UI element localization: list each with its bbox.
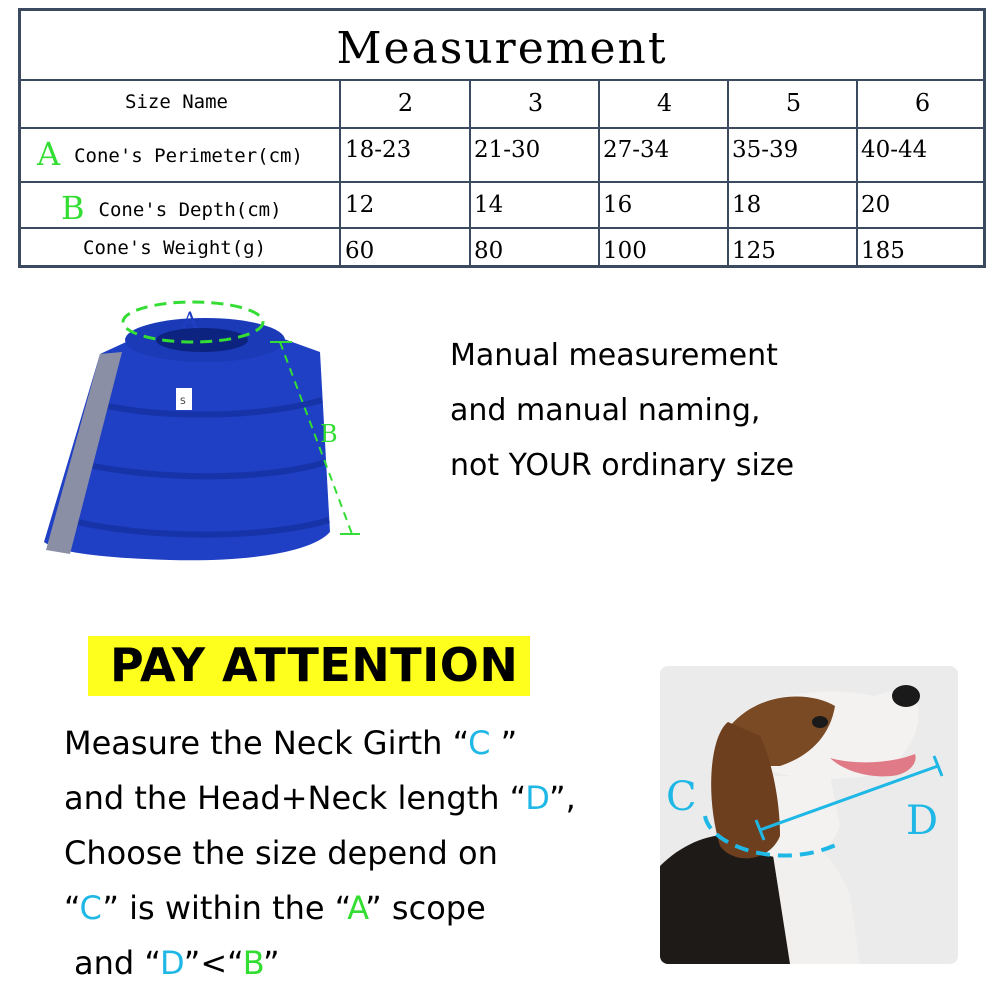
marker-label-a: A [182, 309, 198, 334]
table-cell: 125 [732, 238, 776, 264]
dog-measurement-photo [660, 666, 958, 964]
instruction-line-4 [64, 889, 486, 927]
size-header-4: 4 [656, 89, 673, 117]
table-rule [21, 181, 983, 183]
dog-label-c: C [666, 774, 697, 820]
table-title: Measurement [21, 11, 983, 81]
dog-illustration [660, 666, 958, 964]
instruction-line-2 [64, 779, 576, 817]
size-header-2: 2 [397, 89, 414, 117]
instruction-text: ”<“ [183, 944, 243, 982]
row-label-text: Cone's Depth(cm) [98, 199, 282, 221]
instruction-line-3: Choose the size depend on [64, 834, 498, 872]
size-header-3: 3 [527, 89, 544, 117]
header-label: Size Name [125, 91, 228, 113]
size-header-6: 6 [914, 89, 931, 117]
table-rule [21, 127, 983, 129]
table-cell: 100 [603, 238, 647, 264]
size-header-5: 5 [785, 89, 802, 117]
note-line: not YOUR ordinary size [450, 448, 795, 483]
table-cell: 35-39 [732, 137, 799, 163]
table-cell: 27-34 [603, 137, 670, 163]
instruction-text: “ [64, 889, 80, 927]
row-label-depth [61, 189, 282, 227]
table-cell: 20 [861, 192, 891, 218]
letter-a: A [37, 135, 61, 173]
table-cell: 12 [345, 192, 375, 218]
row-label-weight: Cone's Weight(g) [83, 237, 267, 259]
instruction-text: ” scope [365, 889, 486, 927]
row-label-perimeter [37, 135, 303, 173]
table-cell: 18 [732, 192, 762, 218]
table-cell: 185 [861, 238, 905, 264]
dog-label-d: D [906, 798, 939, 844]
letter-c: C [79, 889, 103, 927]
letter-b: B [242, 944, 263, 982]
instruction-text: ” [262, 944, 280, 982]
table-cell: 21-30 [474, 137, 541, 163]
table-cell: 80 [474, 238, 504, 264]
cone-collar-illustration [30, 292, 380, 592]
instruction-text: ” is within the “ [102, 889, 348, 927]
table-cell: 16 [603, 192, 633, 218]
letter-d: D [159, 944, 184, 982]
letter-a: A [347, 889, 366, 927]
attention-banner [88, 636, 530, 696]
instruction-text: Measure the Neck Girth “ [64, 724, 469, 762]
table-cell: 60 [345, 238, 375, 264]
dog-nose [892, 685, 920, 707]
attention-title: PAY ATTENTION [110, 638, 519, 692]
instruction-text: and the Head+Neck length “ [64, 779, 526, 817]
row-label-text: Cone's Perimeter(cm) [74, 145, 303, 167]
table-cell: 40-44 [861, 137, 928, 163]
letter-d: D [525, 779, 550, 817]
letter-b: B [61, 189, 85, 227]
instruction-line-1 [64, 724, 517, 762]
instruction-text: and “ [74, 944, 160, 982]
table-cell: 14 [474, 192, 504, 218]
marker-label-b: B [320, 420, 338, 448]
note-line: and manual naming, [450, 393, 761, 428]
size-tag-text: S [180, 397, 186, 407]
table-rule [21, 227, 983, 229]
size-chart-table [18, 8, 986, 268]
instruction-line-5 [74, 944, 280, 982]
letter-c: C [468, 724, 491, 762]
note-line: Manual measurement [450, 338, 778, 373]
instruction-text: ” [490, 724, 518, 762]
table-cell: 18-23 [345, 137, 412, 163]
instruction-text: ”, [549, 779, 576, 817]
dog-eye [812, 716, 828, 728]
